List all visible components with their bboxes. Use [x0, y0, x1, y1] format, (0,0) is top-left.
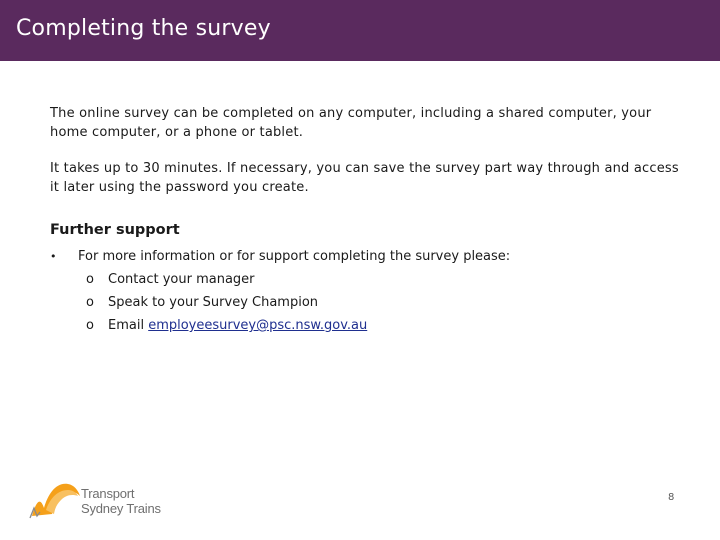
title-bar: [0, 0, 720, 61]
section-heading: Further support: [50, 222, 180, 238]
logo-line-2: Sydney Trains: [81, 501, 161, 516]
slide-title: Completing the survey: [16, 16, 271, 41]
sub-item-email-text: [108, 316, 367, 335]
email-prefix: Email: [108, 318, 149, 333]
logo-swoosh-icon: [28, 478, 84, 522]
email-link[interactable]: employeesurvey@psc.nsw.gov.au: [148, 318, 368, 333]
time-paragraph: It takes up to 30 minutes. If necessary, you can save the survey part way through and access it later using the password you create.: [50, 161, 679, 195]
logo-line-1: Transport: [81, 486, 135, 501]
bullet-marker: •: [50, 250, 57, 263]
sub-item-text: Speak to your Survey Champion: [108, 295, 319, 310]
page-number: 8: [668, 492, 675, 503]
support-bullet-text: For more information or for support completing the survey please:: [78, 249, 511, 264]
transport-sydney-trains-logo: [28, 478, 178, 522]
sub-marker: o: [86, 272, 94, 287]
sub-marker: o: [86, 318, 94, 333]
sub-marker: o: [86, 295, 94, 310]
intro-paragraph: The online survey can be completed on any computer, including a shared computer, your home computer, or a phone or tablet.: [50, 106, 652, 140]
sub-item-text: Contact your manager: [108, 272, 255, 287]
